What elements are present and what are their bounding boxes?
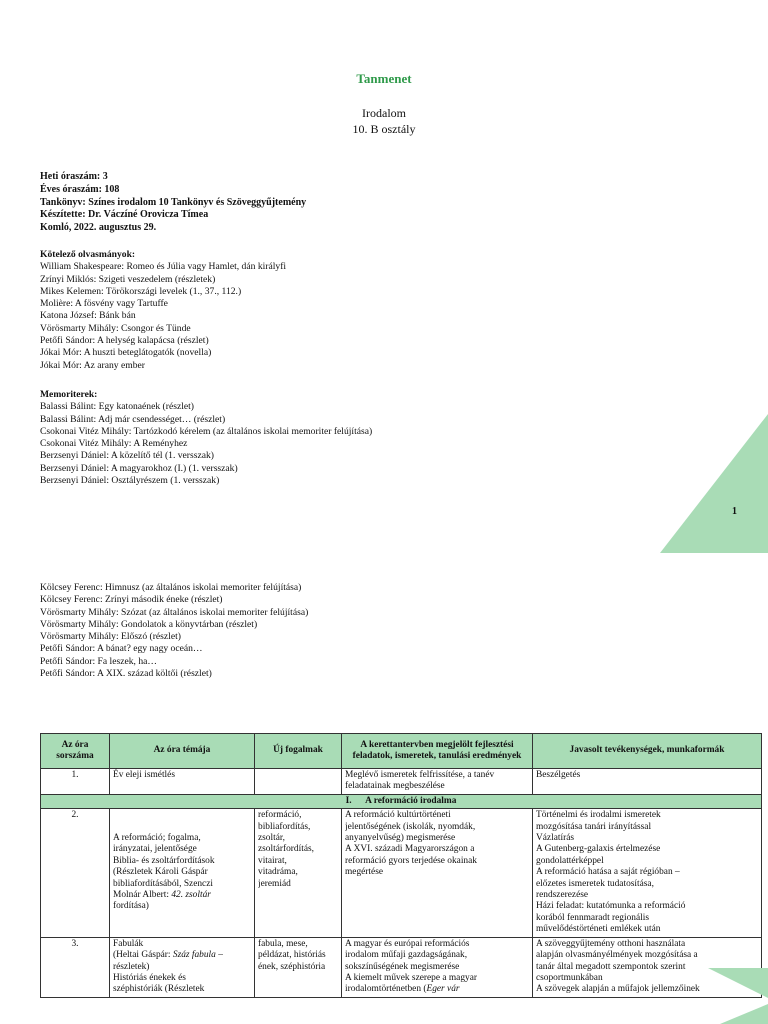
activity-line: korából fennmaradt regionális [536, 912, 649, 923]
reading-item: Zrínyi Miklós: Szigeti veszedelem (részletek) [40, 273, 216, 285]
lesson-activities [533, 809, 762, 937]
goal-line: jelentőségének (iskolák, nyomdák, [345, 821, 476, 832]
reading-item: Katona József: Bánk bán [40, 310, 136, 322]
course-meta [40, 171, 306, 235]
memo-item: Berzsenyi Dániel: A magyarokhoz (I.) (1. versszak) [40, 462, 238, 474]
concept-line: példázat, históriás [258, 950, 326, 961]
goal-line: A reformáció kultúrtörténeti [345, 810, 451, 821]
topic-text: – [218, 950, 223, 961]
table-row [41, 769, 762, 795]
concept-line: zsoltár, [258, 833, 285, 844]
activity-line: A szövegek alapján a műfajok jellemzőinek [536, 984, 700, 995]
decorative-triangle [660, 414, 768, 553]
document-title: Tanmenet [356, 71, 412, 86]
goal-line: A magyar és európai reformációs [345, 938, 470, 949]
topic-line: Biblia- és zsoltárfordítások [113, 855, 215, 866]
memo-item: Vörösmarty Mihály: Előszó (részlet) [40, 631, 181, 643]
lesson-concepts [255, 809, 342, 937]
activity-line: A reformáció hatása a saját régióban – [536, 867, 680, 878]
readings-heading: Kötelező olvasmányok: [40, 249, 136, 260]
activity-line: tanár által megadott szempontok szerint [536, 961, 686, 972]
textbook: Tankönyv: Színes irodalom 10 Tankönyv és Szöveggyűjtemény [40, 196, 307, 208]
goal-text: irodalomtörténetben ( [345, 984, 427, 995]
section-title: A reformáció irodalma [365, 795, 457, 806]
activity-line: Történelmi és irodalmi ismeretek [536, 810, 661, 821]
concept-line: jeremiád [258, 878, 291, 889]
table-row [41, 809, 762, 937]
reading-item: Petőfi Sándor: A helység kalapácsa (részlet) [40, 335, 209, 347]
memorization-list [40, 389, 372, 487]
memo-item: Petőfi Sándor: A bánat? egy nagy oceán… [40, 643, 203, 655]
activity-line: előzetes ismeretek tudatosítása, [536, 878, 654, 889]
topic-line: Históriás énekek és [113, 972, 186, 983]
topic-line: részletek) [113, 961, 150, 972]
author: Készítette: Dr. Váczíné Orovicza Tímea [40, 209, 209, 221]
memo-item: Petőfi Sándor: Fa leszek, ha… [40, 655, 157, 667]
memo-item: Vörösmarty Mihály: Gondolatok a könyvtárban (részlet) [40, 618, 258, 630]
page-number: 1 [732, 506, 737, 517]
activity-line: rendszerezése [536, 890, 589, 901]
topic-work-title: 42. zsoltár [171, 890, 211, 901]
memos-heading: Memoriterek: [40, 389, 98, 400]
lesson-goals [342, 809, 533, 937]
topic-line [113, 950, 251, 961]
section-number: I. [345, 795, 352, 806]
required-readings [40, 249, 286, 372]
memo-item: Kölcsey Ferenc: Zrínyi második éneke (részlet) [40, 594, 223, 606]
decorative-triangle [708, 968, 768, 998]
goal-work-title: Eger vár [426, 984, 460, 995]
memo-item: Balassi Bálint: Egy katonaének (részlet) [40, 401, 194, 413]
concept-line: vitadráma, [258, 867, 298, 878]
goal-line: A kiemelt művek szerepe a magyar [345, 972, 477, 983]
concept-line: bibliafordítás, [258, 821, 311, 832]
header-development-goals: A kerettantervben megjelölt fejlesztési feladatok, ismeretek, tanulási eredmények [342, 734, 533, 769]
goal-line: megértése [345, 867, 383, 878]
yearly-hours: Éves óraszám: 108 [40, 183, 120, 195]
activity-line: A szöveggyűjtemény otthoni használata [536, 938, 686, 949]
activity-line: A Gutenberg-galaxis értelmezése [536, 844, 661, 855]
reading-item: Jókai Mór: Az arany ember [40, 359, 145, 371]
activity-line: művelődéstörténeti emlékek után [536, 924, 661, 935]
reading-item: Jókai Mór: A huszti beteglátogatók (novella) [40, 347, 212, 359]
lesson-concepts [255, 937, 342, 997]
goal-line [345, 984, 529, 995]
goal-line: reformáció gyors terjedése okainak [345, 855, 477, 866]
topic-line: (Részletek Károli Gáspár [113, 867, 208, 878]
memorization-list-continued [40, 582, 308, 680]
reading-item: Molière: A fösvény vagy Tartuffe [40, 298, 168, 310]
lesson-plan-table [40, 733, 762, 998]
goal-line: irodalom műfaji gazdagságának, [345, 950, 468, 961]
activity-line: gondolattérképpel [536, 855, 604, 866]
header-new-concepts: Új fogalmak [255, 734, 342, 769]
reading-item: Mikes Kelemen: Törökországi levelek (1., 37., 112.) [40, 285, 242, 297]
topic-line: bibliafordításából, Szenczi [113, 878, 213, 889]
topic-line: A reformáció; fogalma, [113, 833, 201, 844]
topic-line: irányzatai, jelentősége [113, 844, 197, 855]
concept-line: reformáció, [258, 810, 302, 821]
section-row [41, 794, 762, 808]
activity-line: Vázlatírás [536, 833, 574, 844]
memo-item: Csokonai Vitéz Mihály: Tartózkodó kérelem (az általános iskolai memoriter felújítása) [40, 425, 373, 437]
memo-item: Vörösmarty Mihály: Szózat (az általános iskolai memoriter felújítása) [40, 606, 309, 618]
lesson-number: 2. [41, 809, 110, 937]
header-topic: Az óra témája [110, 734, 255, 769]
class-name: 10. B osztály [352, 122, 416, 136]
lesson-topic: Év eleji ismétlés [110, 769, 255, 795]
weekly-hours: Heti óraszám: 3 [40, 171, 108, 182]
concept-line: fabula, mese, [258, 938, 308, 949]
lesson-number: 3. [41, 937, 110, 997]
activity-line: Házi feladat: kutatómunka a reformáció [536, 901, 686, 912]
memo-item: Berzsenyi Dániel: A közelítő tél (1. versszak) [40, 450, 214, 462]
goal-line: anyanyelvűség) megismerése [345, 833, 456, 844]
activity-line: csoportmunkában [536, 972, 603, 983]
lesson-number: 1. [41, 769, 110, 795]
concept-line: ének, széphistória [258, 961, 326, 972]
table-header-row [41, 734, 762, 769]
reading-item: William Shakespeare: Romeo és Júlia vagy Hamlet, dán királyfi [40, 261, 287, 273]
topic-text: (Heltai Gáspár: [113, 950, 171, 961]
header-activities: Javasolt tevékenységek, munkaformák [533, 734, 762, 769]
topic-work-title: Száz fabula [172, 950, 216, 961]
reading-item: Vörösmarty Mihály: Csongor és Tünde [40, 322, 191, 334]
topic-line: fordítása) [113, 901, 149, 912]
date-place: Komló, 2022. augusztus 29. [40, 222, 157, 234]
goal-line: A XVI. századi Magyarországon a [345, 844, 475, 855]
memo-item: Petőfi Sándor: A XIX. század költői (részlet) [40, 668, 212, 680]
topic-line: széphistóriák (Részletek [113, 984, 205, 995]
topic-line [113, 890, 251, 901]
memo-item: Balassi Bálint: Adj már csendességet… (részlet) [40, 413, 226, 425]
memo-item: Berzsenyi Dániel: Osztályrészem (1. versszak) [40, 475, 220, 487]
lesson-topic [110, 809, 255, 937]
concept-line: vitairat, [258, 855, 287, 866]
topic-line: Fabulák [113, 938, 144, 949]
goal-line: sokszínűségének megismerése [345, 961, 460, 972]
lesson-activities: Beszélgetés [533, 769, 762, 795]
decorative-triangle [720, 1004, 768, 1024]
lesson-goals [342, 937, 533, 997]
header-lesson-number: Az óra sorszáma [41, 734, 110, 769]
memo-item: Kölcsey Ferenc: Himnusz (az általános iskolai memoriter felújítása) [40, 582, 302, 593]
activity-line: alapján olvasmányélmények mozgósítása a [536, 950, 698, 961]
activity-line: mozgósítása tanári irányítással [536, 821, 652, 832]
lesson-goals: Meglévő ismeretek felfrissítése, a tanév feladatainak megbeszélése [342, 769, 533, 795]
table-row [41, 937, 762, 997]
lesson-topic [110, 937, 255, 997]
section-heading [41, 794, 762, 808]
topic-text: Molnár Albert: [113, 890, 169, 901]
subject-title: Irodalom [362, 106, 406, 120]
memo-item: Csokonai Vitéz Mihály: A Reményhez [40, 438, 188, 450]
concept-line: zsoltárfordítás, [258, 844, 314, 855]
lesson-concepts [255, 769, 342, 795]
